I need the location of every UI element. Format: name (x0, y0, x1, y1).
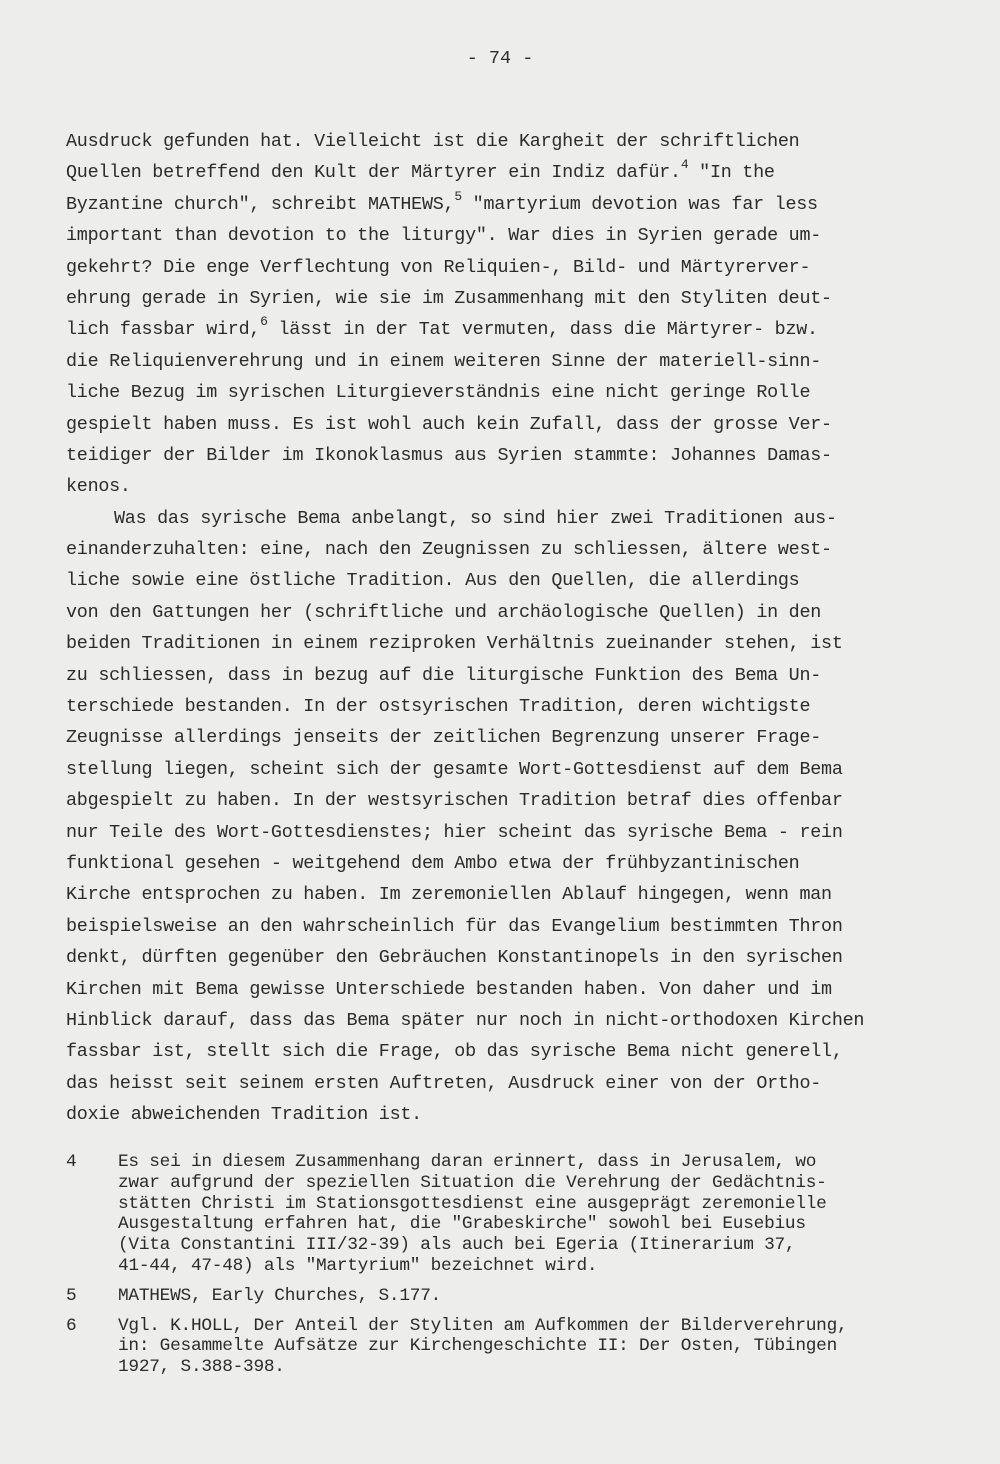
text-line: denkt, dürften gegenüber den Gebräuchen Konstantinopels in den syrischen (66, 947, 843, 969)
footnote-line: 1927, S.388-398. (118, 1357, 285, 1378)
text-segment: "martyrium devotion was far less (461, 193, 818, 215)
footnote-ref[interactable]: 4 (680, 157, 689, 173)
footnote-text (118, 1152, 946, 1277)
text-line: teidiger der Bilder im Ikonoklasmus aus Syrien stammte: Johannes Damas- (66, 444, 832, 466)
footnote-5 (66, 1286, 946, 1307)
text-line: liche Bezug im syrischen Liturgieverständnis eine nicht geringe Rolle (66, 382, 811, 404)
text-line (66, 157, 936, 188)
text-line: important than devotion to the liturgy". War dies in Syrien gerade um- (66, 225, 822, 247)
text-line: stellung liegen, scheint sich der gesamte Wort-Gottesdienst auf dem Bema (66, 758, 843, 780)
text-line: die Reliquienverehrung und in einem weiteren Sinne der materiell-sinn- (66, 350, 822, 372)
text-line: einanderzuhalten: eine, nach den Zeugnissen zu schliessen, ältere west- (66, 539, 832, 561)
footnote-number: 5 (66, 1285, 77, 1306)
footnote-line: Ausgestaltung erfahren hat, die "Grabeskirche" sowohl bei Eusebius (118, 1214, 806, 1235)
text-segment: Byzantine church", schreibt MATHEWS, (66, 193, 455, 215)
text-line: Kirchen mit Bema gewisse Unterschiede bestanden haben. Von daher und im (66, 978, 832, 1000)
text-line: gekehrt? Die enge Verflechtung von Reliquien-, Bild- und Märtyrerver- (66, 256, 811, 278)
footnote-ref[interactable]: 5 (454, 188, 462, 204)
paragraph-2 (66, 503, 936, 1131)
footnote-line: stätten Christi im Stationsgottesdienst eine ausgeprägt zeremonielle (118, 1193, 827, 1214)
text-line: Kirche entsprochen zu haben. Im zeremoniellen Ablauf hingegen, wenn man (66, 884, 832, 906)
text-segment: Quellen betreffend den Kult der Märtyrer ein Indiz dafür. (66, 162, 681, 184)
text-line: abgespielt zu haben. In der westsyrischen Tradition betraf dies offenbar (66, 790, 843, 812)
text-line: Ausdruck gefunden hat. Vielleicht ist die Kargheit der schriftlichen (66, 131, 800, 152)
footnote-line: zwar aufgrund der speziellen Situation die Verehrung der Gedächtnis- (118, 1172, 827, 1193)
footnote-text (118, 1286, 946, 1307)
text-line: beispielsweise an den wahrscheinlich für das Evangelium bestimmten Thron (66, 915, 843, 937)
text-line: ehrung gerade in Syrien, wie sie im Zusammenhang mit den Styliten deut- (66, 287, 832, 309)
text-segment: "In the (688, 162, 775, 184)
footnote-line: Es sei in diesem Zusammenhang daran erinnert, dass in Jerusalem, wo (118, 1152, 817, 1172)
footnote-ref[interactable]: 6 (260, 314, 268, 330)
text-segment: lich fassbar wird, (66, 319, 261, 341)
text-line: nur Teile des Wort-Gottesdienstes; hier scheint das syrische Bema - rein (66, 821, 843, 843)
footnote-text (118, 1316, 946, 1378)
footnote-line: in: Gesammelte Aufsätze zur Kirchengeschichte II: Der Osten, Tübingen (118, 1336, 838, 1357)
footnote-line: Vgl. K.HOLL, Der Anteil der Styliten am Aufkommen der Bilderverehrung, (118, 1315, 848, 1336)
text-line: liche sowie eine östliche Tradition. Aus den Quellen, die allerdings (66, 570, 800, 592)
text-line: Zeugnisse allerdings jenseits der zeitlichen Begrenzung unserer Frage- (66, 727, 822, 749)
footnote-6 (66, 1316, 946, 1378)
text-line: beiden Traditionen in einem reziproken Verhältnis zueinander stehen, ist (66, 633, 843, 655)
text-line (66, 314, 936, 345)
footnote-4 (66, 1152, 946, 1277)
footnotes (66, 1152, 946, 1387)
text-line: zu schliessen, dass in bezug auf die liturgische Funktion des Bema Un- (66, 664, 822, 686)
text-line: terschiede bestanden. In der ostsyrischen Tradition, deren wichtigste (66, 696, 811, 718)
footnote-line: (Vita Constantini III/32-39) als auch bei Egeria (Itinerarium 37, (118, 1235, 796, 1256)
text-line: fassbar ist, stellt sich die Frage, ob das syrische Bema nicht generell, (66, 1041, 843, 1063)
text-line: das heisst seit seinem ersten Auftreten, Ausdruck einer von der Ortho- (66, 1072, 822, 1094)
text-segment: lässt in der Tat vermuten, dass die Märtyrer- bzw. (267, 319, 818, 341)
text-line: gespielt haben muss. Es ist wohl auch kein Zufall, dass der grosse Ver- (66, 413, 832, 435)
footnote-number: 4 (66, 1152, 77, 1172)
text-line: kenos. (66, 476, 131, 498)
text-line: Hinblick darauf, dass das Bema später nur noch in nicht-orthodoxen Kirchen (66, 1009, 865, 1031)
page-number: - 74 - (466, 48, 534, 69)
text-line: von den Gattungen her (schriftliche und archäologische Quellen) in den (66, 601, 822, 623)
footnote-line: MATHEWS, Early Churches, S.177. (118, 1285, 442, 1306)
text-line (66, 189, 936, 220)
paragraph-1 (66, 126, 936, 503)
main-text (66, 126, 936, 1131)
text-line: Was das syrische Bema anbelangt, so sind hier zwei Traditionen aus- (114, 507, 837, 529)
footnote-number: 6 (66, 1315, 77, 1336)
footnote-line: 41-44, 47-48) als "Martyrium" bezeichnet wird. (118, 1255, 598, 1276)
text-line: funktional gesehen - weitgehend dem Ambo etwa der frühbyzantinischen (66, 852, 800, 874)
text-line: doxie abweichenden Tradition ist. (66, 1104, 422, 1126)
